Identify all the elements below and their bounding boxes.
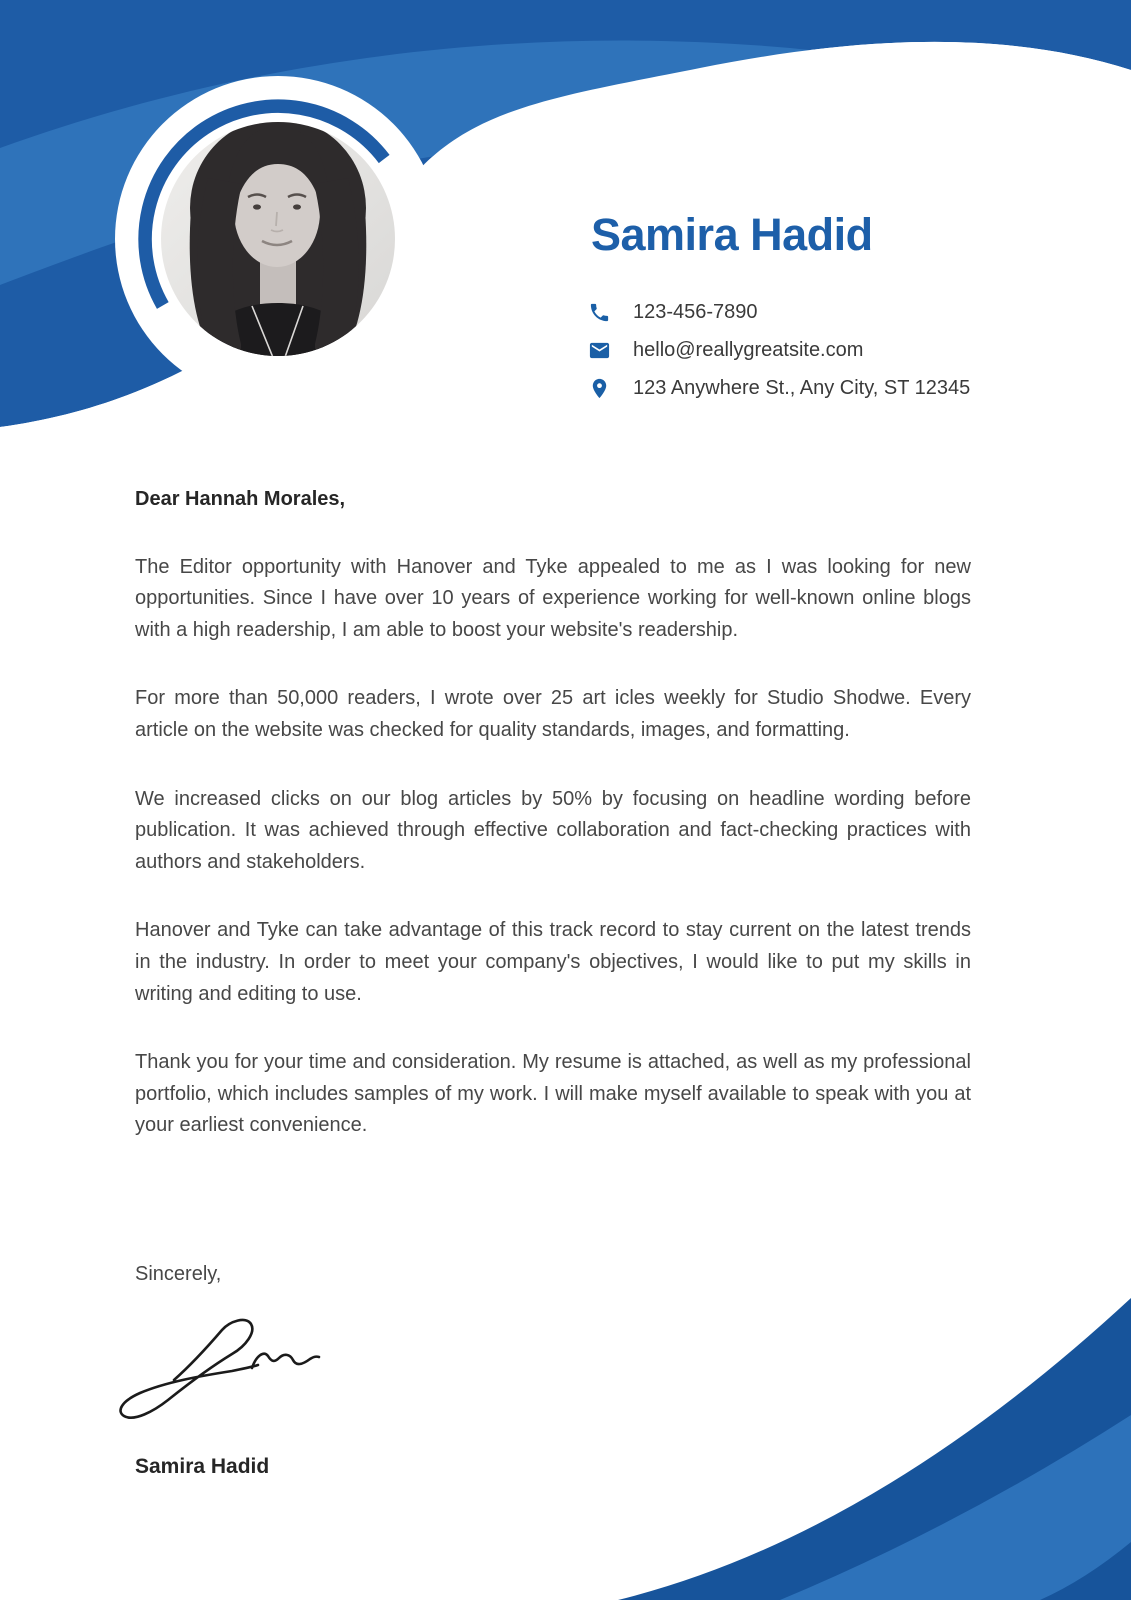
closing: Sincerely,	[135, 1263, 222, 1285]
greeting: Dear Hannah Morales,	[135, 488, 346, 510]
contact-info	[588, 300, 970, 414]
paragraph-5: Thank you for your time and consideration. My resume is attached, as well as my professional portfolio, which includes samples of my work. I will make myself available to speak with you at your earliest convenience.	[135, 1051, 971, 1137]
location-icon	[588, 377, 611, 400]
phone-number: 123-456-7890	[633, 301, 758, 323]
paragraph-2: For more than 50,000 readers, I wrote over 25 art icles weekly for Studio Shodwe. Every article on the website was checked for quality standards, images, and formatting.	[135, 687, 971, 741]
header-decoration	[0, 0, 1131, 560]
sender-name: Samira Hadid	[591, 209, 873, 260]
email-address: hello@reallygreatsite.com	[633, 339, 864, 361]
footer-decoration	[0, 1290, 1131, 1600]
paragraph-4: Hanover and Tyke can take advantage of this track record to stay current on the latest trends in the industry. In order to meet your company's objectives, I would like to put my skills in writing and editing to use.	[135, 919, 971, 1005]
street-address: 123 Anywhere St., Any City, ST 12345	[633, 377, 971, 399]
contact-row-phone	[588, 300, 970, 325]
contact-row-email	[588, 338, 970, 363]
paragraph-1: The Editor opportunity with Hanover and Tyke appealed to me as I was looking for new opportunities. Since I have over 10 years of experience working for well-known online blogs with a high readership, I am able to boost your website's readership.	[135, 555, 971, 641]
mail-icon	[588, 339, 611, 362]
letter-body	[135, 484, 971, 1179]
paragraph-3: We increased clicks on our blog articles by 50% by focusing on headline wording before publication. It was achieved through effective collaboration and fact-checking practices with authors and stakeholders.	[135, 787, 971, 873]
contact-row-address	[588, 376, 970, 401]
phone-icon	[588, 301, 611, 324]
signer-name: Samira Hadid	[135, 1455, 270, 1478]
